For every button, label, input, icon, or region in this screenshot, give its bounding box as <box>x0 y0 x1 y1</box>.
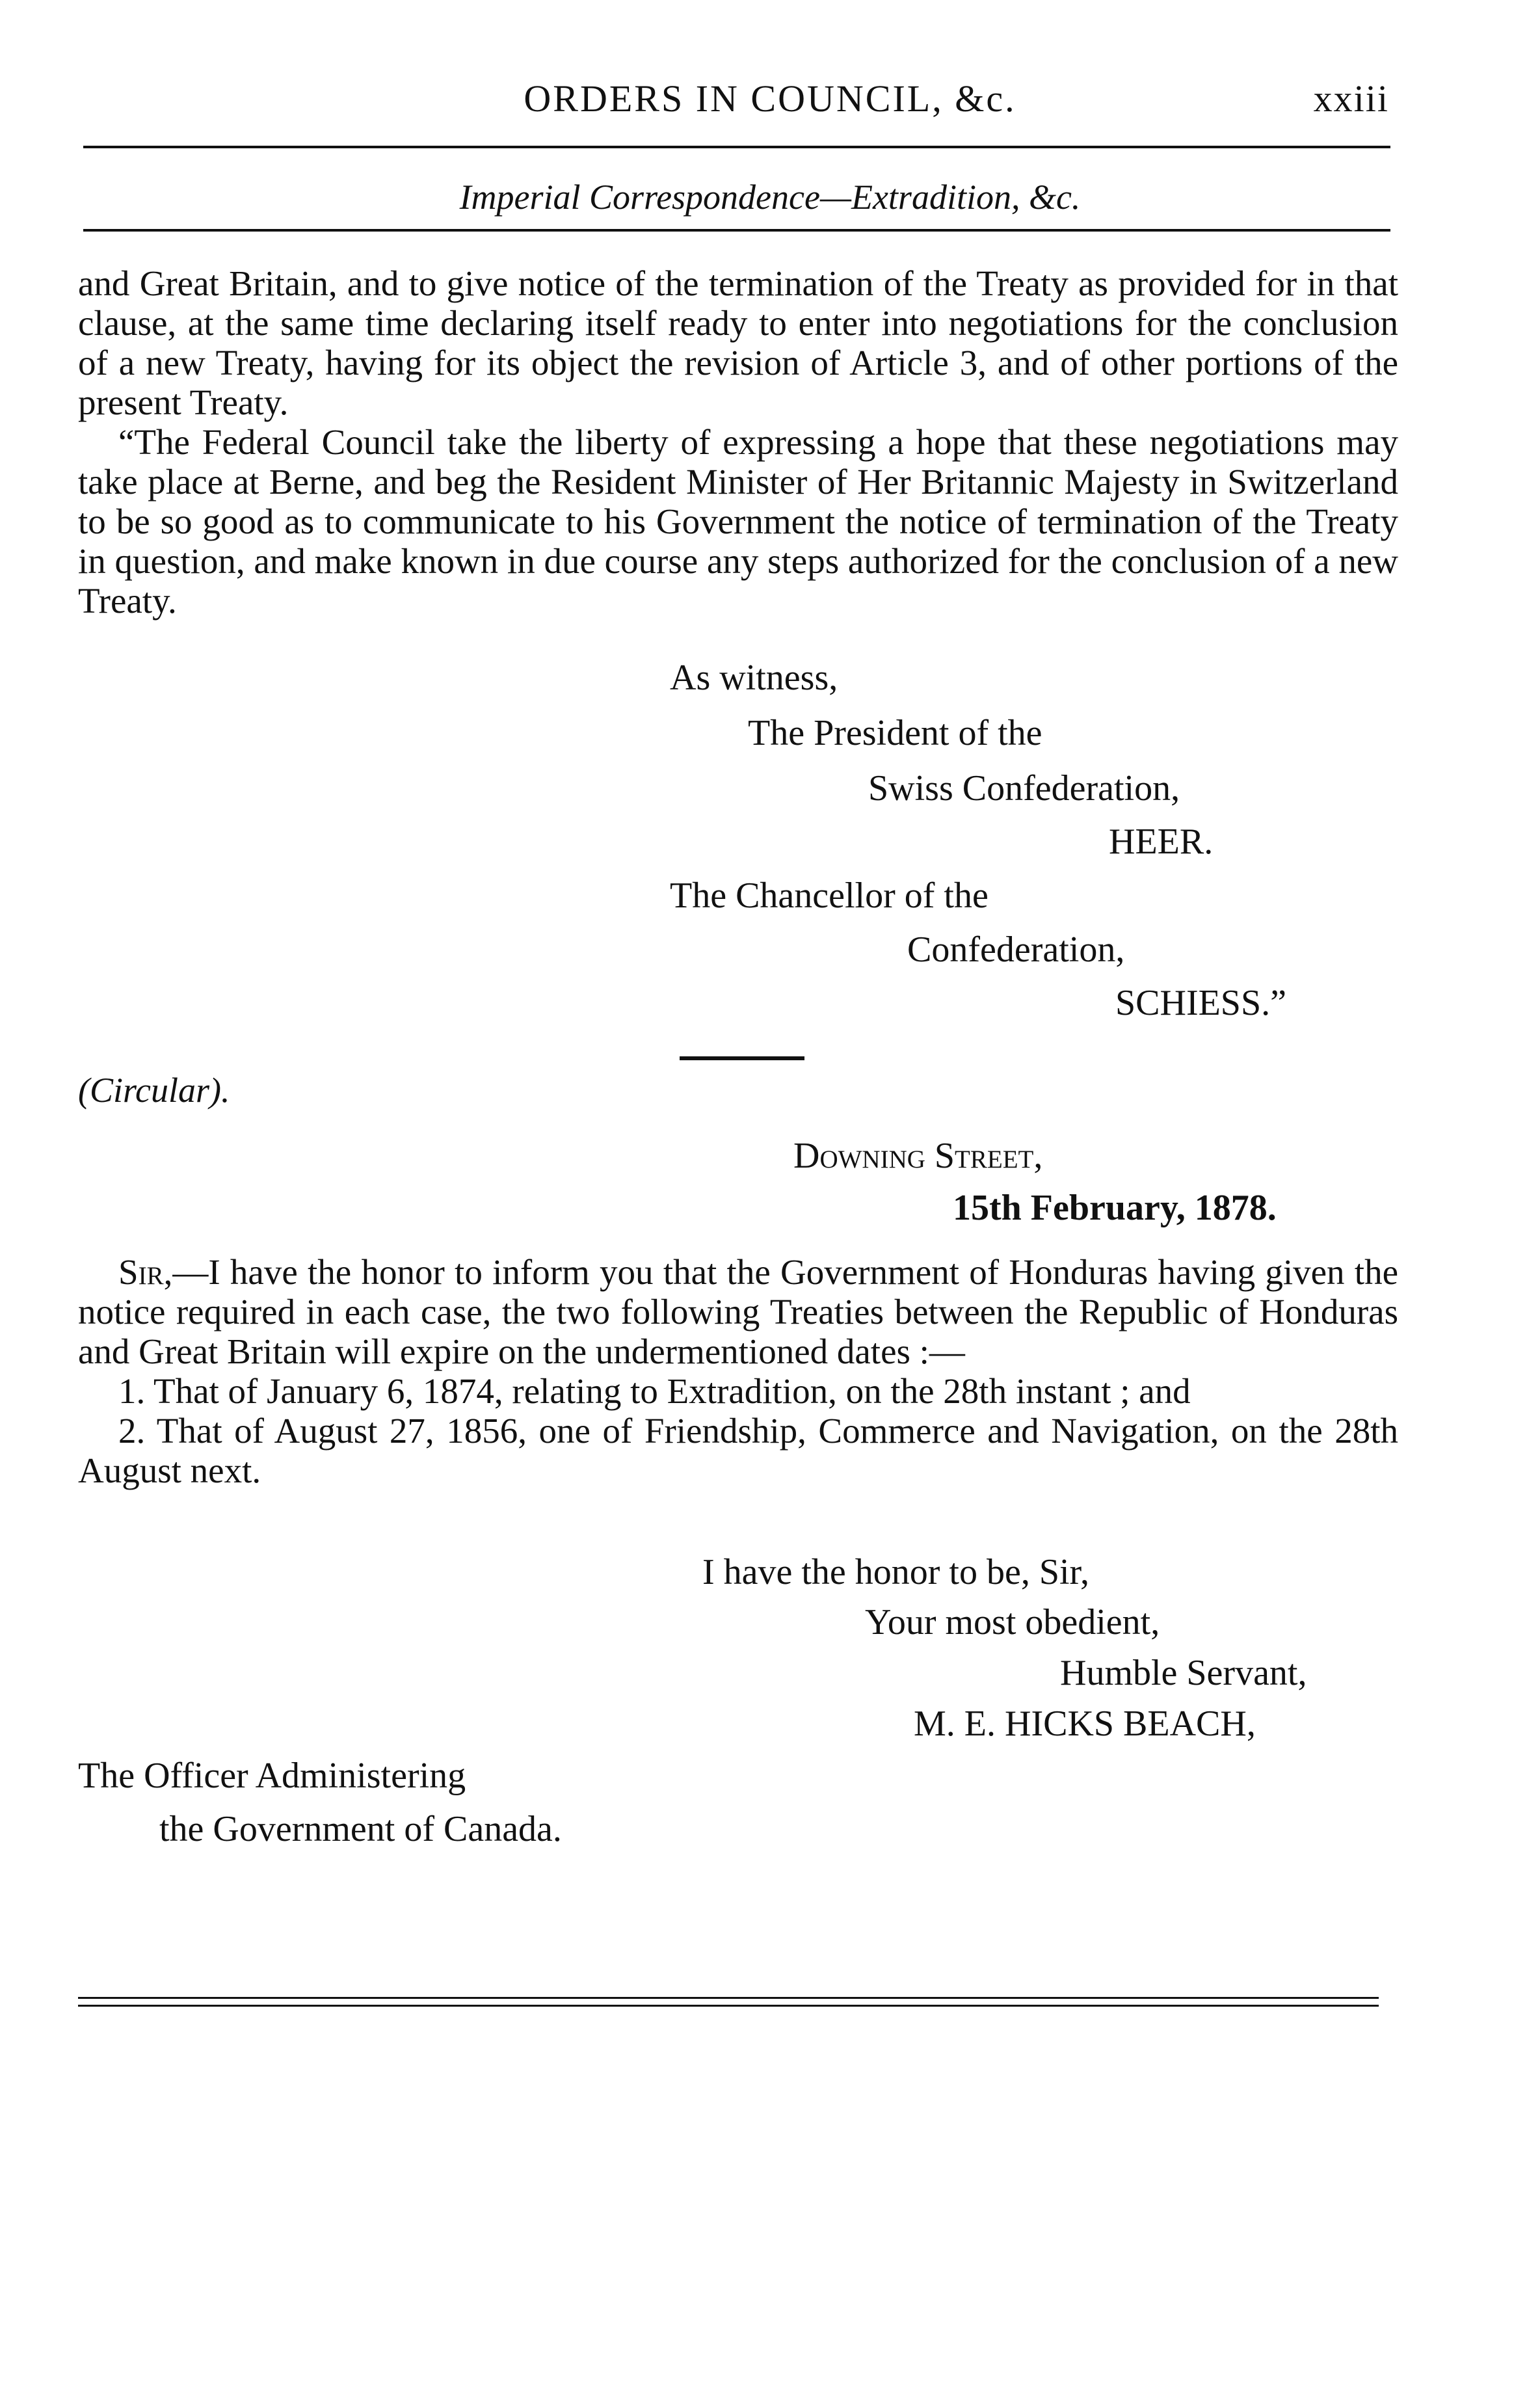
footer-rule-bottom <box>78 2005 1379 2007</box>
swiss-letter-paragraph-1: and Great Britain, and to give notice of the termination of the Treaty as provided for in that clause, at the same time declaring itself ready to enter into negotiations for the conclusion of a new Treaty, having for its object the revision of Article 3, and of other portions of the present Treaty. <box>78 263 1398 422</box>
header-rule-top <box>83 146 1390 148</box>
signature-line-4: HEER. <box>1109 822 1214 862</box>
circular-item-1: 1. That of January 6, 1874, relating to Extradition, on the 28th instant ; and <box>118 1371 1191 1411</box>
circular-body-paragraph <box>78 1252 1398 1371</box>
circular-item-2: 2. That of August 27, 1856, one of Friendship, Commerce and Navigation, on the 28th August next. <box>78 1411 1398 1490</box>
circular-date: 15th February, 1878. <box>953 1188 1277 1228</box>
swiss-letter-body <box>78 263 1398 621</box>
signature-line-1: As witness, <box>670 658 838 698</box>
closing-line-4: M. E. HICKS BEACH, <box>914 1704 1256 1744</box>
closing-line-2: Your most obedient, <box>865 1602 1160 1642</box>
footer-rule-top <box>78 1997 1379 1999</box>
circular-body-text: —I have the honor to inform you that the Government of Honduras having given the notice required in each case, the two following Treaties between the Republic of Honduras and Great Britain will expire on the undermentioned dates :— <box>78 1252 1398 1371</box>
addressee-line-1: The Officer Administering <box>78 1756 466 1796</box>
page-number: xxiii <box>1313 77 1389 120</box>
closing-line-1: I have the honor to be, Sir, <box>702 1552 1089 1592</box>
signature-line-7: SCHIESS.” <box>1115 983 1286 1023</box>
header-rule-bottom <box>83 229 1390 232</box>
signature-line-6: Confederation, <box>907 930 1125 970</box>
section-divider <box>680 1056 804 1060</box>
swiss-letter-paragraph-2: “The Federal Council take the liberty of expressing a hope that these negotiations may take place at Berne, and beg the Resident Minister of Her Britannic Majesty in Switzerland to be so good as to communicate to his Government the notice of termination of the Treaty in question, and make known in due course any steps authorized for the conclusion of a new Treaty. <box>78 422 1398 621</box>
signature-line-5: The Chancellor of the <box>670 876 989 916</box>
signature-line-3: Swiss Confederation, <box>868 768 1180 809</box>
section-title: Imperial Correspondence—Extradition, &c. <box>459 178 1081 217</box>
signature-line-2: The President of the <box>748 713 1042 753</box>
circular-body <box>78 1252 1398 1490</box>
circular-label: (Circular). <box>78 1071 230 1110</box>
closing-line-3: Humble Servant, <box>1060 1653 1307 1693</box>
circular-place: Downing Street, <box>793 1136 1043 1176</box>
circular-salutation: Sir, <box>118 1252 173 1292</box>
running-title: ORDERS IN COUNCIL, &c. <box>524 77 1016 120</box>
addressee-line-2: the Government of Canada. <box>159 1809 562 1849</box>
